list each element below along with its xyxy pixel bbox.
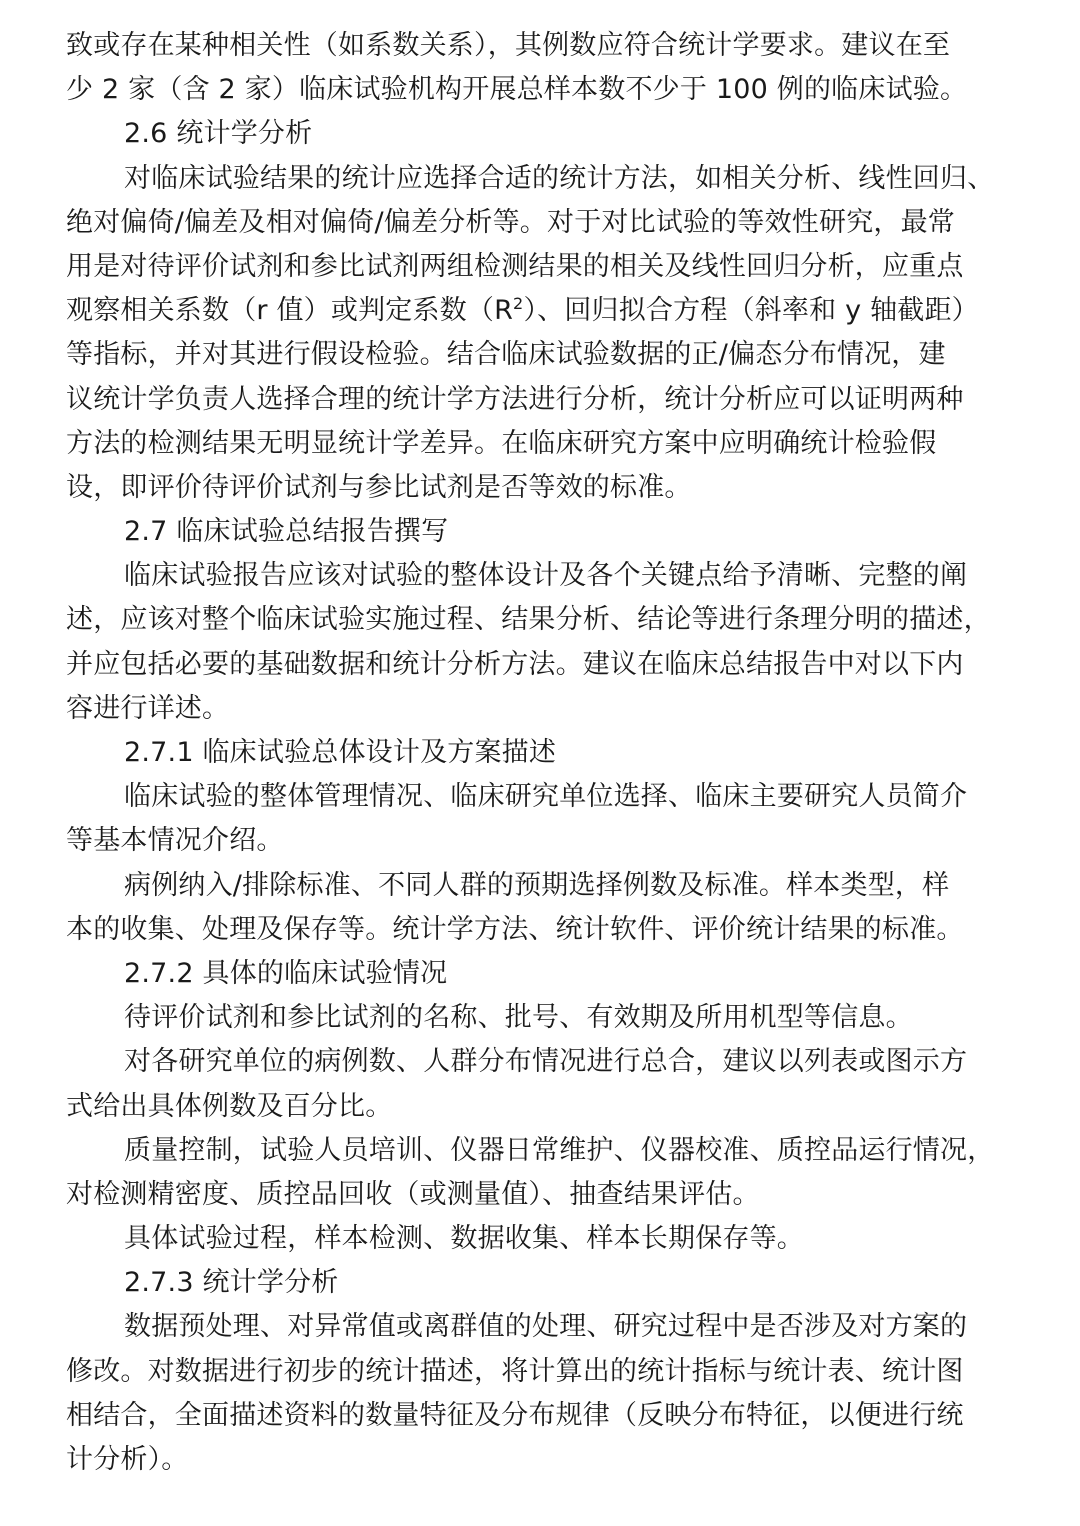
text-line: 方法的检测结果无明显统计学差异。在临床研究方案中应明确统计检验假 xyxy=(66,427,937,459)
text-line: 临床试验报告应该对试验的整体设计及各个关键点给予清晰、完整的阐 xyxy=(124,560,968,592)
text-line: 修改。对数据进行初步的统计描述，将计算出的统计指标与统计表、统计图 xyxy=(66,1355,964,1387)
text-line: 等基本情况介绍。 xyxy=(66,825,284,857)
text-line: 待评价试剂和参比试剂的名称、批号、有效期及所用机型等信息。 xyxy=(124,1002,913,1034)
text-line: 述，应该对整个临床试验实施过程、结果分析、结论等进行条理分明的描述， xyxy=(66,604,991,636)
text-line: 少 2 家（含 2 家）临床试验机构开展总样本数不少于 100 例的临床试验。 xyxy=(66,74,968,106)
text-line: 式给出具体例数及百分比。 xyxy=(66,1090,393,1122)
text-line: 等指标，并对其进行假设检验。结合临床试验数据的正/偏态分布情况，建 xyxy=(66,339,946,371)
section-heading: 2.7.3 统计学分析 xyxy=(124,1267,339,1299)
text-line xyxy=(66,289,1018,333)
text-line: 计分析）。 xyxy=(66,1444,189,1475)
section-heading: 2.6 统计学分析 xyxy=(124,118,313,150)
text-line: 相结合，全面描述资料的数量特征及分布规律（反映分布特征，以便进行统 xyxy=(66,1399,964,1431)
text-line: 对各研究单位的病例数、人群分布情况进行总合，建议以列表或图示方 xyxy=(124,1046,968,1078)
text-line: 数据预处理、对异常值或离群值的处理、研究过程中是否涉及对方案的 xyxy=(124,1311,968,1343)
text-line: 用是对待评价试剂和参比试剂两组检测结果的相关及线性回归分析，应重点 xyxy=(66,250,964,282)
text-line: 对检测精密度、质控品回收（或测量值）、抽查结果评估。 xyxy=(66,1178,760,1210)
superscript: 2 xyxy=(513,294,524,314)
text-line: 具体试验过程，样本检测、数据收集、样本长期保存等。 xyxy=(124,1223,804,1255)
section-heading: 2.7 临床试验总结报告撰写 xyxy=(124,516,449,548)
text-line: 本的收集、处理及保存等。统计学方法、统计软件、评价统计结果的标准。 xyxy=(66,913,964,945)
text-line: 绝对偏倚/偏差及相对偏倚/偏差分析等。对于对比试验的等效性研究，最常 xyxy=(66,206,955,238)
section-heading: 2.7.2 具体的临床试验情况 xyxy=(124,957,448,989)
text-line: 并应包括必要的基础数据和统计分析方法。建议在临床总结报告中对以下内 xyxy=(66,648,964,680)
text-line: 议统计学负责人选择合理的统计学方法进行分析，统计分析应可以证明两种 xyxy=(66,383,964,415)
section-heading: 2.7.1 临床试验总体设计及方案描述 xyxy=(124,737,557,768)
text-segment: 观察相关系数（r 值）或判定系数（R xyxy=(66,295,514,327)
text-line: 致或存在某种相关性（如系数关系），其例数应符合统计学要求。建议在至 xyxy=(66,30,951,61)
text-line: 设，即评价待评价试剂与参比试剂是否等效的标准。 xyxy=(66,471,692,503)
text-line: 临床试验的整体管理情况、临床研究单位选择、临床主要研究人员简介 xyxy=(124,781,968,813)
text-segment: ）、回归拟合方程（斜率和 y 轴截距） xyxy=(523,295,979,327)
text-line: 容进行详述。 xyxy=(66,692,230,724)
text-line: 病例纳入/排除标准、不同人群的预期选择例数及标准。样本类型，样 xyxy=(124,869,950,901)
text-line: 质量控制，试验人员培训、仪器日常维护、仪器校准、质控品运行情况， xyxy=(124,1134,995,1166)
text-line: 对临床试验结果的统计应选择合适的统计方法，如相关分析、线性回归、 xyxy=(124,162,995,194)
